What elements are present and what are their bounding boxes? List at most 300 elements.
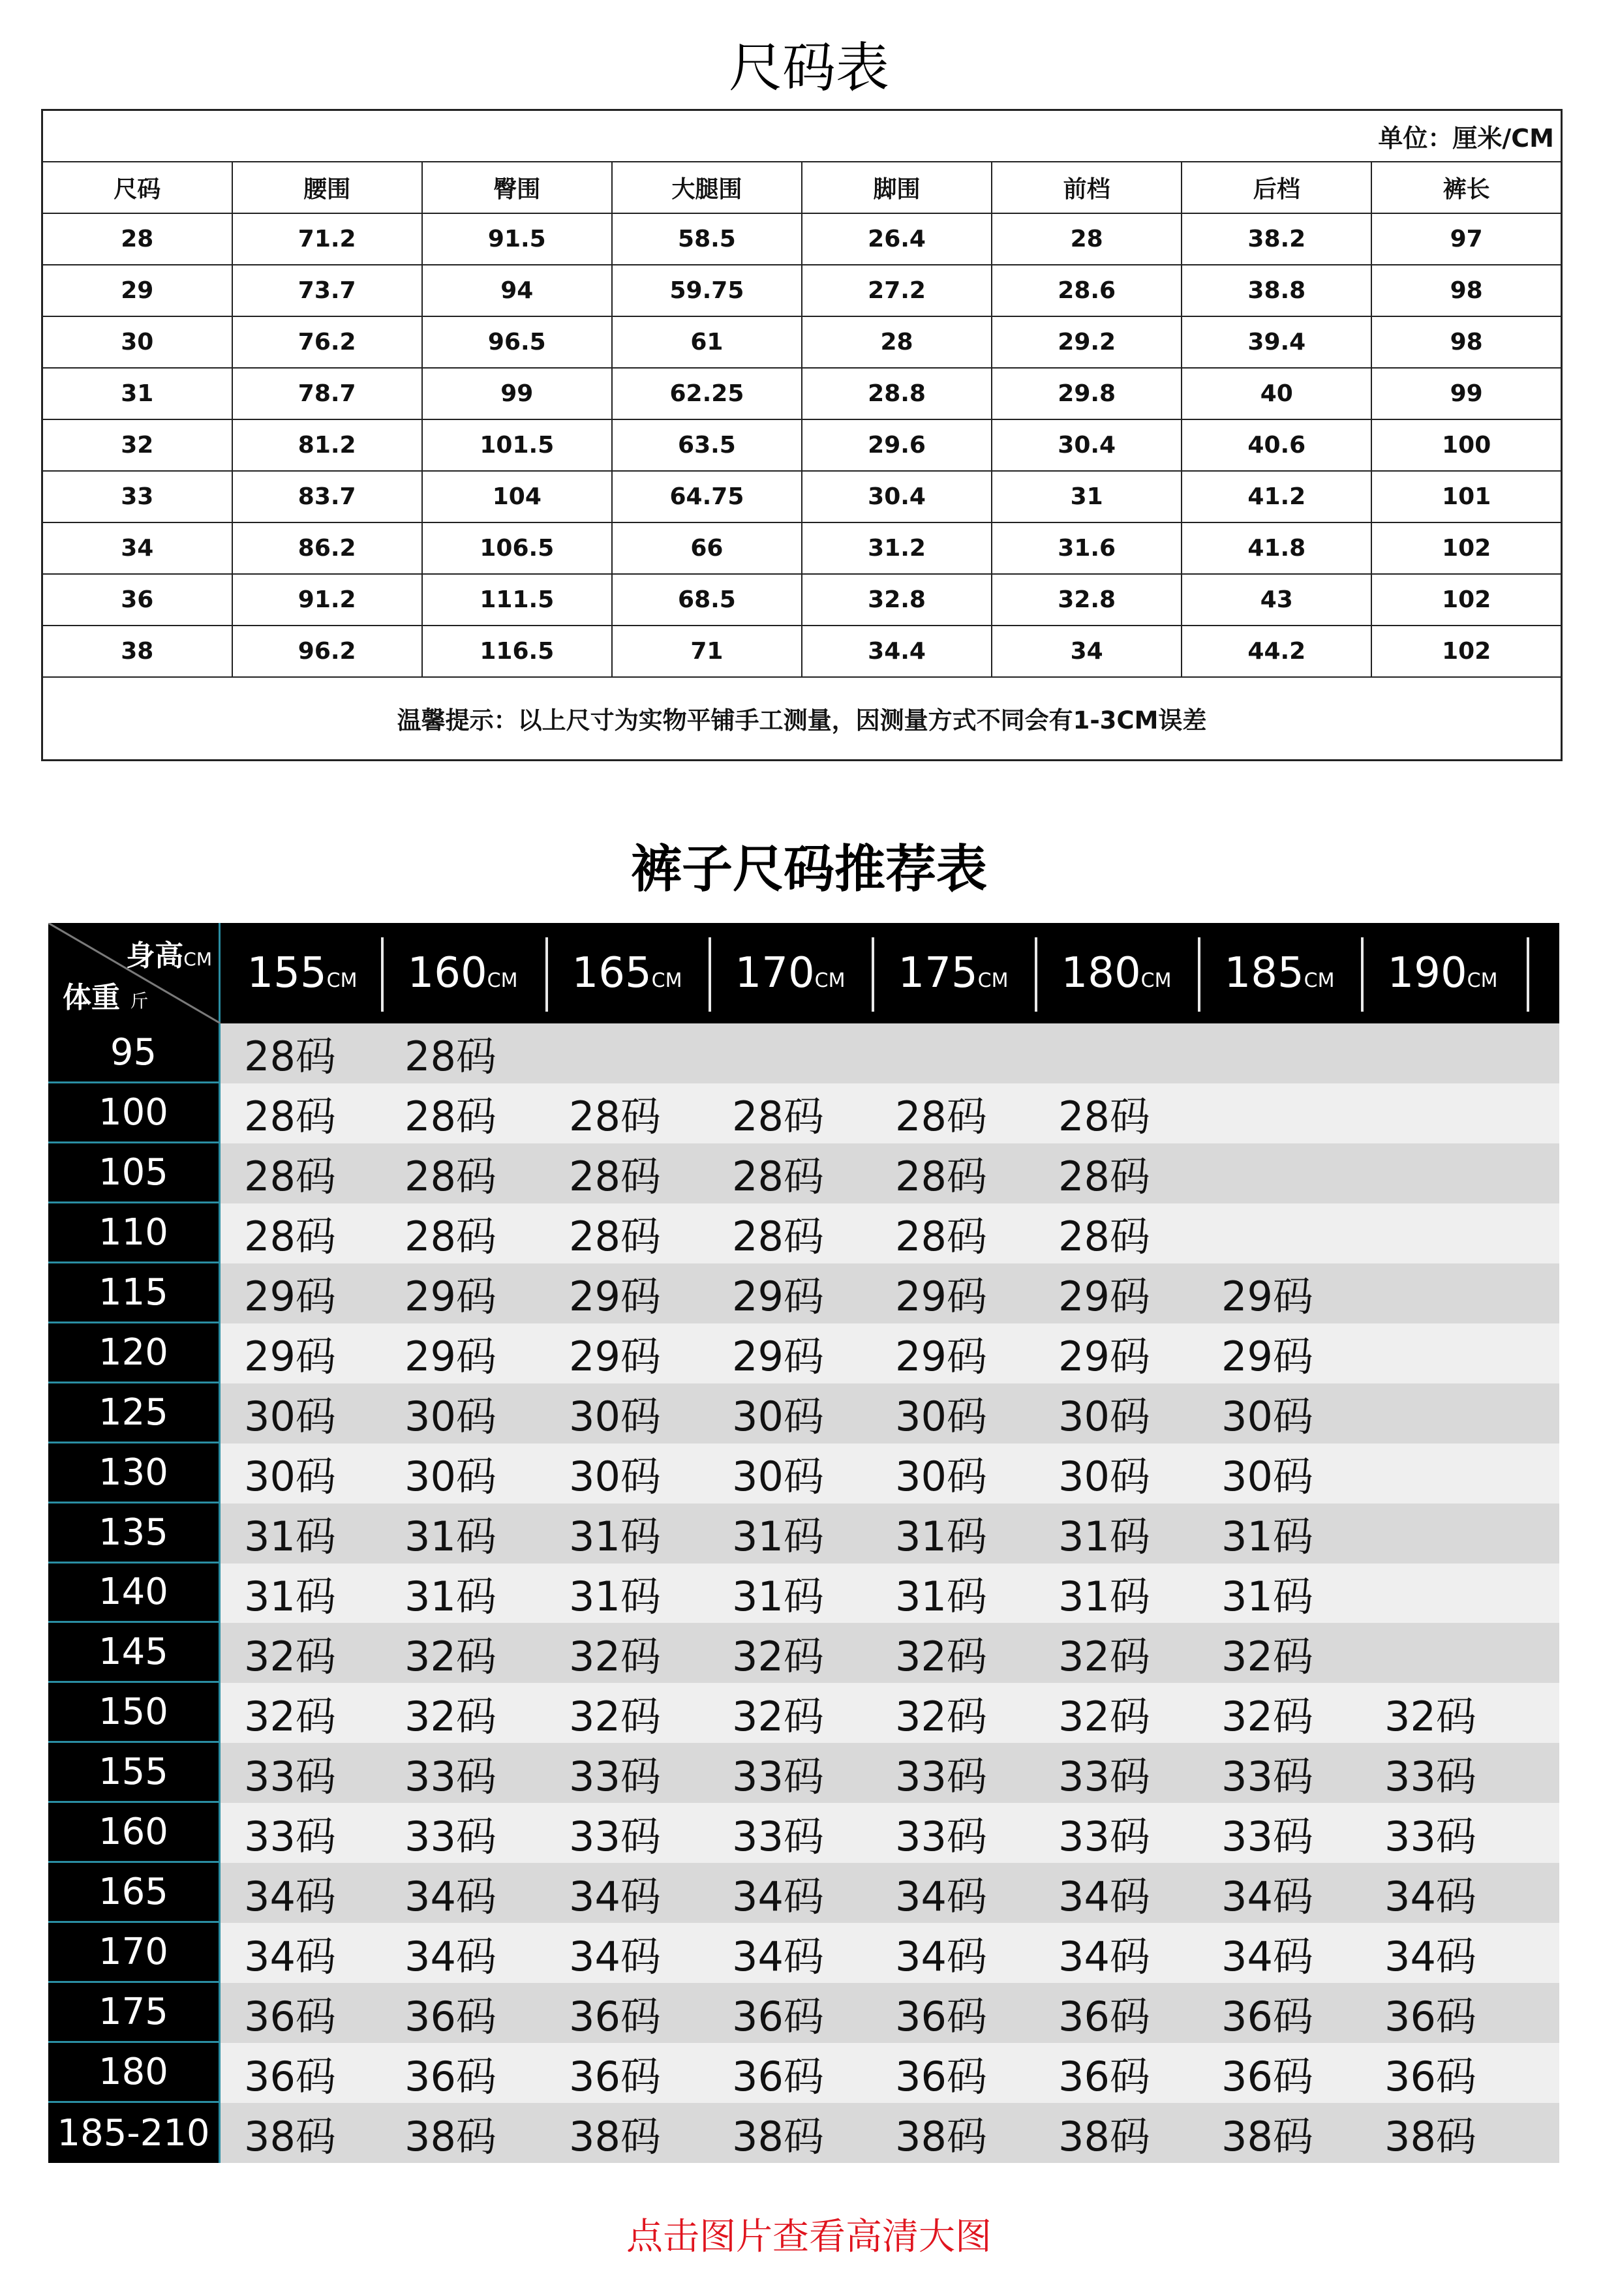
recommended-size-cell: 28码 [732, 1153, 824, 1201]
height-column-header [381, 923, 544, 1023]
size-chart-cell: 102 [1371, 522, 1561, 574]
size-chart-cell: 44.2 [1182, 626, 1371, 677]
recommended-size-cell: 31码 [895, 1572, 987, 1620]
size-chart-cell: 63.5 [612, 419, 802, 471]
weight-label: 体重 [63, 981, 120, 1014]
size-chart-cell: 62.25 [612, 368, 802, 419]
recommend-row-body [221, 1443, 1559, 1503]
height-column-header [221, 923, 384, 1023]
size-chart-cell: 28 [42, 213, 232, 265]
size-chart-cell: 30.4 [992, 419, 1182, 471]
recommended-size-cell: 33码 [1058, 1752, 1150, 1800]
recommended-size-cell: 28码 [244, 1033, 336, 1081]
recommended-size-cell [1361, 1563, 1524, 1624]
size-chart-cell: 41.8 [1182, 522, 1371, 574]
height-value: 175 [898, 949, 978, 997]
size-chart-cell: 30 [42, 316, 232, 368]
weight-row-label: 185-210 [48, 2103, 221, 2163]
height-unit: CM [814, 969, 846, 992]
recommended-size-cell: 29码 [569, 1273, 661, 1321]
size-chart-cell: 41.2 [1182, 471, 1371, 522]
recommended-size-cell: 33码 [732, 1812, 824, 1860]
size-chart-cell: 36 [42, 574, 232, 626]
weight-row-label: 150 [48, 1683, 221, 1743]
recommended-size-cell: 33码 [1058, 1812, 1150, 1860]
recommended-size-cell: 34码 [244, 1932, 336, 1980]
size-chart-cell: 27.2 [802, 265, 992, 316]
recommended-size-cell: 31码 [1221, 1572, 1313, 1620]
recommended-size-cell: 33码 [895, 1752, 987, 1800]
recommended-size-cell: 33码 [1221, 1812, 1313, 1860]
recommended-size-cell: 36码 [569, 1992, 661, 2040]
size-chart-row [42, 419, 1562, 471]
recommended-size-cell: 38码 [732, 2112, 824, 2160]
size-chart-row [42, 626, 1562, 677]
size-chart-cell: 31.6 [992, 522, 1182, 574]
recommended-size-cell: 36码 [244, 2052, 336, 2100]
weight-row-label: 100 [48, 1083, 221, 1143]
size-chart-cell: 30.4 [802, 471, 992, 522]
recommended-size-cell: 33码 [404, 1752, 496, 1800]
height-unit: CM [326, 969, 358, 992]
weight-row-label: 125 [48, 1383, 221, 1443]
weight-unit: 斤 [130, 990, 149, 1012]
weight-row-label: 155 [48, 1743, 221, 1803]
size-chart-cell: 98 [1371, 265, 1561, 316]
measurement-note: 温馨提示：以上尺寸为实物平铺手工测量，因测量方式不同会有1-3CM误差 [42, 677, 1562, 761]
size-chart-cell: 28.6 [992, 265, 1182, 316]
recommend-row [48, 1623, 1559, 1683]
corner-cell [48, 923, 221, 1023]
recommended-size-cell: 30码 [404, 1393, 496, 1441]
recommended-size-cell [1361, 1383, 1524, 1443]
recommended-size-cell: 34码 [569, 1932, 661, 1980]
recommend-row [48, 1383, 1559, 1443]
height-unit: CM [977, 969, 1009, 992]
recommend-row [48, 1683, 1559, 1743]
recommended-size-cell: 29码 [569, 1333, 661, 1381]
recommended-size-cell: 32码 [1058, 1692, 1150, 1740]
recommended-size-cell: 31码 [895, 1513, 987, 1561]
height-unit: CM [487, 969, 518, 992]
recommended-size-cell: 29码 [1058, 1333, 1150, 1381]
recommend-row-body [221, 1083, 1559, 1143]
height-value: 165 [572, 949, 652, 997]
recommended-size-cell: 36码 [569, 2052, 661, 2100]
recommend-row [48, 1923, 1559, 1983]
recommended-size-cell [1361, 1143, 1524, 1203]
weight-row-label: 110 [48, 1203, 221, 1263]
size-chart-cell: 34 [992, 626, 1182, 677]
size-chart-cell: 94 [422, 265, 612, 316]
recommended-size-cell: 33码 [732, 1752, 824, 1800]
recommended-size-cell: 30码 [404, 1453, 496, 1501]
weight-row-label: 140 [48, 1563, 221, 1624]
size-chart-cell: 34.4 [802, 626, 992, 677]
recommended-size-cell: 34码 [404, 1932, 496, 1980]
recommended-size-cell: 28码 [569, 1213, 661, 1261]
size-chart-cell: 31.2 [802, 522, 992, 574]
size-chart-cell: 31 [42, 368, 232, 419]
recommended-size-cell: 31码 [1058, 1572, 1150, 1620]
size-chart-cell: 66 [612, 522, 802, 574]
recommended-size-cell: 38码 [244, 2112, 336, 2160]
recommend-row-body [221, 1203, 1559, 1263]
view-hd-image-link[interactable]: 点击图片查看高清大图 [626, 2216, 992, 2258]
recommended-size-cell: 38码 [404, 2112, 496, 2160]
recommended-size-cell: 32码 [732, 1692, 824, 1740]
weight-row-label: 120 [48, 1323, 221, 1383]
size-chart-cell: 39.4 [1182, 316, 1371, 368]
size-chart-cell: 59.75 [612, 265, 802, 316]
recommended-size-cell [1198, 1023, 1361, 1083]
recommended-size-cell: 32码 [404, 1692, 496, 1740]
size-chart-cell: 71 [612, 626, 802, 677]
recommended-size-cell: 36码 [895, 2052, 987, 2100]
recommended-size-cell: 36码 [1384, 2052, 1476, 2100]
recommend-row [48, 1023, 1559, 1083]
recommend-row [48, 1803, 1559, 1863]
height-unit: CM [183, 948, 212, 970]
recommended-size-cell [1361, 1323, 1524, 1383]
recommended-size-cell [1361, 1203, 1524, 1263]
size-chart-cell: 98 [1371, 316, 1561, 368]
recommended-size-cell: 32码 [569, 1692, 661, 1740]
height-value: 190 [1387, 949, 1467, 997]
recommended-size-cell: 28码 [895, 1153, 987, 1201]
recommend-row-body [221, 1983, 1559, 2043]
height-value: 170 [735, 949, 815, 997]
recommended-size-cell [1361, 1263, 1524, 1323]
recommended-size-cell: 31码 [1058, 1513, 1150, 1561]
recommended-size-cell: 34码 [1384, 1932, 1476, 1980]
size-chart-cell: 104 [422, 471, 612, 522]
recommended-size-cell: 31码 [244, 1513, 336, 1561]
height-value: 185 [1224, 949, 1304, 997]
recommended-size-cell: 33码 [1221, 1752, 1313, 1800]
height-unit: CM [1304, 969, 1335, 992]
recommended-size-cell: 33码 [895, 1812, 987, 1860]
size-chart-header-cell: 尺码 [42, 162, 232, 213]
recommended-size-cell: 36码 [895, 1992, 987, 2040]
recommended-size-cell [1198, 1143, 1361, 1203]
recommended-size-cell: 29码 [895, 1333, 987, 1381]
column-divider [1035, 937, 1037, 1012]
size-chart-cell: 29.8 [992, 368, 1182, 419]
weight-row-label: 175 [48, 1983, 221, 2043]
recommend-row-body [221, 1863, 1559, 1923]
recommended-size-cell: 31码 [569, 1513, 661, 1561]
size-chart-row [42, 574, 1562, 626]
weight-row-label: 105 [48, 1143, 221, 1203]
unit-label: 单位：厘米/CM [42, 110, 1562, 162]
size-chart-cell: 83.7 [232, 471, 422, 522]
height-column-header [709, 923, 872, 1023]
size-chart-cell: 86.2 [232, 522, 422, 574]
size-chart-cell: 38.8 [1182, 265, 1371, 316]
recommended-size-cell: 33码 [569, 1752, 661, 1800]
size-chart-header-cell: 臀围 [422, 162, 612, 213]
height-column-header [1035, 923, 1198, 1023]
recommended-size-cell: 34码 [895, 1932, 987, 1980]
size-chart-cell: 101.5 [422, 419, 612, 471]
recommended-size-cell [1361, 1443, 1524, 1503]
recommended-size-cell: 33码 [404, 1812, 496, 1860]
recommended-size-cell: 28码 [1058, 1153, 1150, 1201]
recommended-size-cell: 34码 [895, 1872, 987, 1920]
recommended-size-cell: 34码 [569, 1872, 661, 1920]
recommended-size-cell: 29码 [895, 1273, 987, 1321]
recommended-size-cell [1198, 1083, 1361, 1143]
recommend-row [48, 1083, 1559, 1143]
recommended-size-cell: 34码 [1221, 1932, 1313, 1980]
recommended-size-cell: 30码 [1221, 1453, 1313, 1501]
recommended-size-cell: 31码 [244, 1572, 336, 1620]
recommended-size-cell: 28码 [404, 1213, 496, 1261]
recommended-size-cell: 36码 [1058, 1992, 1150, 2040]
size-chart-row [42, 368, 1562, 419]
recommend-chart [48, 923, 1559, 2163]
recommend-row [48, 1863, 1559, 1923]
size-chart-row [42, 316, 1562, 368]
recommended-size-cell: 32码 [1221, 1692, 1313, 1740]
height-column-header [1198, 923, 1361, 1023]
weight-row-label: 95 [48, 1023, 221, 1083]
size-chart-cell: 32.8 [992, 574, 1182, 626]
size-chart-header-cell: 后档 [1182, 162, 1371, 213]
weight-row-label: 145 [48, 1623, 221, 1683]
recommended-size-cell: 32码 [244, 1632, 336, 1680]
weight-row-label: 170 [48, 1923, 221, 1983]
size-chart-cell: 96.5 [422, 316, 612, 368]
recommend-row-body [221, 1563, 1559, 1624]
recommended-size-cell: 28码 [244, 1213, 336, 1261]
recommended-size-cell: 38码 [1221, 2112, 1313, 2160]
size-chart-row [42, 265, 1562, 316]
size-chart-cell: 99 [422, 368, 612, 419]
recommend-row [48, 1503, 1559, 1563]
recommended-size-cell: 29码 [244, 1273, 336, 1321]
column-divider [381, 937, 384, 1012]
recommended-size-cell: 28码 [569, 1153, 661, 1201]
size-chart-cell: 99 [1371, 368, 1561, 419]
size-chart-header-cell: 裤长 [1371, 162, 1561, 213]
recommended-size-cell: 30码 [1058, 1393, 1150, 1441]
size-chart-cell: 76.2 [232, 316, 422, 368]
size-chart-cell: 40 [1182, 368, 1371, 419]
recommend-row [48, 1263, 1559, 1323]
size-chart-cell: 32 [42, 419, 232, 471]
recommended-size-cell: 28码 [732, 1213, 824, 1261]
weight-row-label: 130 [48, 1443, 221, 1503]
height-column-header [545, 923, 709, 1023]
height-label: 身高 [126, 939, 184, 973]
recommend-row-body [221, 1023, 1559, 1083]
recommended-size-cell: 31码 [404, 1513, 496, 1561]
recommend-row-body [221, 1323, 1559, 1383]
recommended-size-cell: 36码 [732, 1992, 824, 2040]
recommended-size-cell: 36码 [404, 2052, 496, 2100]
recommended-size-cell: 36码 [1221, 2052, 1313, 2100]
recommended-size-cell: 32码 [244, 1692, 336, 1740]
recommended-size-cell: 34码 [732, 1932, 824, 1980]
recommended-size-cell: 33码 [244, 1812, 336, 1860]
size-chart-cell: 43 [1182, 574, 1371, 626]
recommended-size-cell: 36码 [244, 1992, 336, 2040]
recommended-size-cell: 28码 [244, 1093, 336, 1141]
size-chart-cell: 38.2 [1182, 213, 1371, 265]
recommended-size-cell: 36码 [1058, 2052, 1150, 2100]
recommended-size-cell [709, 1023, 872, 1083]
size-chart-header-cell: 脚围 [802, 162, 992, 213]
size-chart-cell: 71.2 [232, 213, 422, 265]
height-column-header [872, 923, 1035, 1023]
recommended-size-cell [1361, 1623, 1524, 1683]
size-chart-title: 尺码表 [728, 37, 889, 99]
size-chart-row [42, 522, 1562, 574]
recommended-size-cell: 28码 [244, 1153, 336, 1201]
size-chart-cell: 96.2 [232, 626, 422, 677]
size-chart-header-cell: 大腿围 [612, 162, 802, 213]
size-chart-cell: 91.2 [232, 574, 422, 626]
column-divider [1361, 937, 1364, 1012]
recommended-size-cell: 31码 [1221, 1513, 1313, 1561]
recommended-size-cell: 30码 [244, 1453, 336, 1501]
note-row [42, 677, 1562, 761]
height-value: 180 [1061, 949, 1141, 997]
recommended-size-cell: 28码 [1058, 1213, 1150, 1261]
recommended-size-cell: 34码 [1221, 1872, 1313, 1920]
recommended-size-cell: 28码 [404, 1153, 496, 1201]
recommended-size-cell: 30码 [569, 1453, 661, 1501]
recommended-size-cell: 32码 [1384, 1692, 1476, 1740]
column-divider [709, 937, 711, 1012]
recommend-row [48, 1563, 1559, 1624]
size-chart-cell: 100 [1371, 419, 1561, 471]
recommend-row-body [221, 1743, 1559, 1803]
recommended-size-cell: 30码 [732, 1393, 824, 1441]
recommend-row [48, 1143, 1559, 1203]
weight-row-label: 165 [48, 1863, 221, 1923]
recommended-size-cell: 32码 [895, 1692, 987, 1740]
size-chart-cell: 29.6 [802, 419, 992, 471]
weight-row-label: 180 [48, 2043, 221, 2103]
size-chart-cell: 40.6 [1182, 419, 1371, 471]
recommended-size-cell: 32码 [732, 1632, 824, 1680]
recommended-size-cell [545, 1023, 709, 1083]
size-chart-cell: 58.5 [612, 213, 802, 265]
recommended-size-cell: 28码 [895, 1093, 987, 1141]
recommended-size-cell: 28码 [404, 1033, 496, 1081]
recommended-size-cell: 32码 [1221, 1632, 1313, 1680]
height-axis-label [126, 932, 212, 974]
recommended-size-cell: 31码 [404, 1572, 496, 1620]
height-unit: CM [1467, 969, 1498, 992]
recommend-row-body [221, 1143, 1559, 1203]
size-chart-cell: 73.7 [232, 265, 422, 316]
recommended-size-cell: 36码 [732, 2052, 824, 2100]
recommended-size-cell: 34码 [1384, 1872, 1476, 1920]
recommended-size-cell: 36码 [404, 1992, 496, 2040]
recommended-size-cell: 33码 [569, 1812, 661, 1860]
size-chart-cell: 116.5 [422, 626, 612, 677]
recommended-size-cell: 30码 [1058, 1453, 1150, 1501]
recommended-size-cell: 33码 [1384, 1812, 1476, 1860]
weight-row-label: 160 [48, 1803, 221, 1863]
recommend-row-body [221, 1503, 1559, 1563]
recommended-size-cell [1035, 1023, 1198, 1083]
size-chart-cell: 28.8 [802, 368, 992, 419]
recommended-size-cell: 28码 [895, 1213, 987, 1261]
recommended-size-cell: 30码 [895, 1393, 987, 1441]
recommended-size-cell: 30码 [1221, 1393, 1313, 1441]
column-divider [545, 937, 548, 1012]
height-unit: CM [1140, 969, 1172, 992]
recommended-size-cell [1361, 1083, 1524, 1143]
size-chart-cell: 101 [1371, 471, 1561, 522]
size-chart-cell: 29 [42, 265, 232, 316]
recommended-size-cell: 30码 [895, 1453, 987, 1501]
recommended-size-cell: 29码 [1221, 1273, 1313, 1321]
recommended-size-cell: 33码 [244, 1752, 336, 1800]
recommend-row-body [221, 1263, 1559, 1323]
column-divider [872, 937, 874, 1012]
recommended-size-cell: 30码 [569, 1393, 661, 1441]
recommend-row-body [221, 2103, 1559, 2163]
size-chart-cell: 111.5 [422, 574, 612, 626]
recommend-row [48, 1203, 1559, 1263]
recommended-size-cell: 36码 [1384, 1992, 1476, 2040]
height-column-header [1361, 923, 1524, 1023]
size-chart-cell: 38 [42, 626, 232, 677]
height-value: 155 [247, 949, 327, 997]
size-chart-header-cell: 前档 [992, 162, 1182, 213]
recommended-size-cell: 28码 [404, 1093, 496, 1141]
recommended-size-cell: 33码 [1384, 1752, 1476, 1800]
recommended-size-cell: 38码 [569, 2112, 661, 2160]
recommended-size-cell [1198, 1203, 1361, 1263]
recommended-size-cell: 38码 [1384, 2112, 1476, 2160]
recommend-row-body [221, 1383, 1559, 1443]
recommend-row-body [221, 1923, 1559, 1983]
size-chart-cell: 97 [1371, 213, 1561, 265]
recommended-size-cell: 31码 [732, 1572, 824, 1620]
recommended-size-cell: 34码 [404, 1872, 496, 1920]
recommended-size-cell: 32码 [895, 1632, 987, 1680]
size-chart-cell: 78.7 [232, 368, 422, 419]
recommended-size-cell: 29码 [244, 1333, 336, 1381]
size-chart-cell: 32.8 [802, 574, 992, 626]
recommended-size-cell: 36码 [1221, 1992, 1313, 2040]
recommended-size-cell: 34码 [732, 1872, 824, 1920]
weight-row-label: 135 [48, 1503, 221, 1563]
recommended-size-cell: 31码 [732, 1513, 824, 1561]
recommend-row-body [221, 2043, 1559, 2103]
recommend-row [48, 2103, 1559, 2163]
recommend-header-row [48, 923, 1559, 1023]
recommended-size-cell: 28码 [569, 1093, 661, 1141]
size-chart-cell: 28 [992, 213, 1182, 265]
recommended-size-cell: 29码 [1058, 1273, 1150, 1321]
recommended-size-cell: 30码 [732, 1453, 824, 1501]
size-chart-header-row [42, 162, 1562, 213]
size-chart-cell: 33 [42, 471, 232, 522]
recommended-size-cell: 28码 [732, 1093, 824, 1141]
size-chart-cell: 29.2 [992, 316, 1182, 368]
weight-axis-label [63, 974, 148, 1016]
recommend-row-body [221, 1803, 1559, 1863]
size-chart-cell: 81.2 [232, 419, 422, 471]
